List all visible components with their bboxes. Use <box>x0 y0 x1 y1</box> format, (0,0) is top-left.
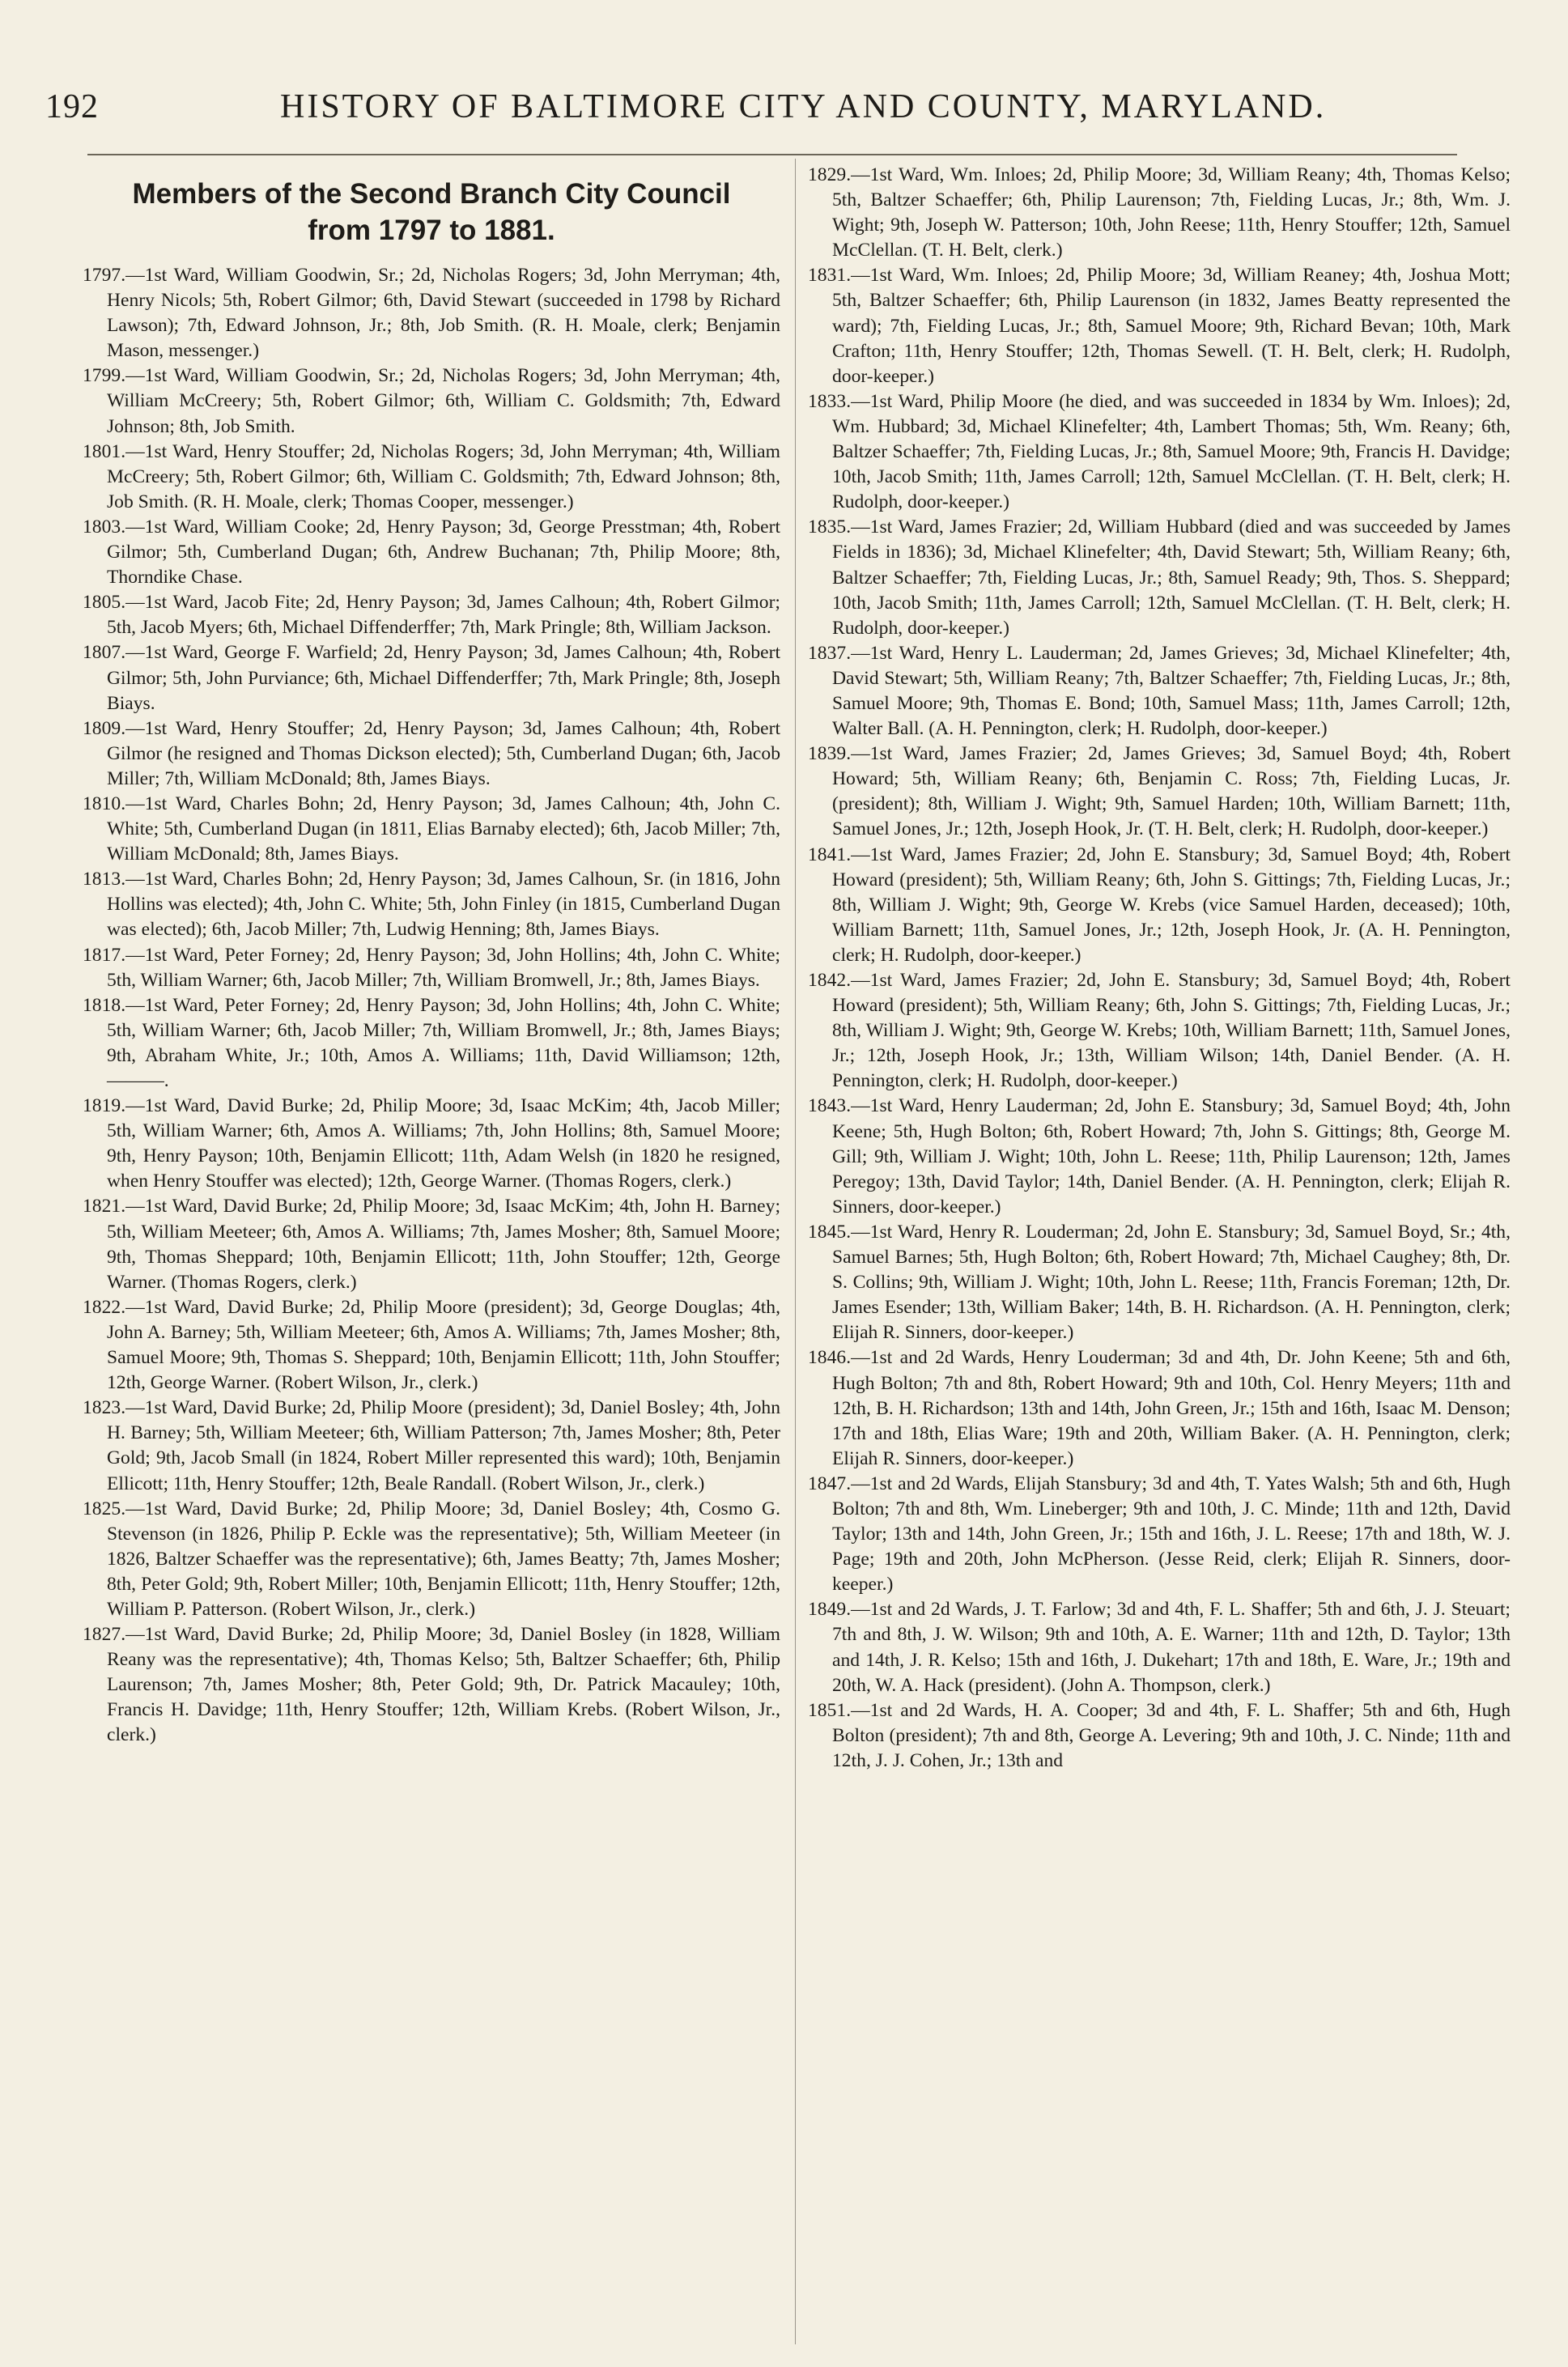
council-entry: 1809.—1st Ward, Henry Stouffer; 2d, Henry Payson; 3d, James Calhoun; 4th, Robert Gilmor (he resigned and Thomas Dickson elected); 5th, Cumberland Dugan; 6th, Jacob Miller; 7th, William McDonald; 8th, James Biays. <box>83 717 780 789</box>
council-entry: 1813.—1st Ward, Charles Bohn; 2d, Henry Payson; 3d, James Calhoun, Sr. (in 1816, John Hollins was elected); 4th, John C. White; 5th, John Finley (in 1815, Cumberland Dugan was elected); 6th, Jacob Miller; 7th, Ludwig Henning; 8th, James Biays. <box>83 869 780 941</box>
council-entry: 1851.—1st and 2d Wards, H. A. Cooper; 3d and 4th, F. L. Shaffer; 5th and 6th, Hugh Bolton (president); 7th and 8th, George A. Levering; 9th and 10th, J. C. Ninde; 11th and 12th, J. J. Cohen, Jr.; 13th and <box>808 1699 1511 1771</box>
left-column <box>83 166 780 1749</box>
page-number: 192 <box>45 88 99 125</box>
council-entry: 1831.—1st Ward, Wm. Inloes; 2d, Philip Moore; 3d, William Reaney; 4th, Joshua Mott; 5th, Baltzer Schaeffer; 6th, Philip Laurenson (in 1832, James Beatty represented the ward); 7th, Fielding Lucas, Jr.; 8th, Samuel Moore; 9th, Richard Bevan; 10th, Mark Crafton; 11th, Henry Stouffer; 12th, Thomas Sewell. (T. H. Belt, clerk; H. Rudolph, door-keeper.) <box>808 265 1511 387</box>
header-rule <box>87 154 1457 155</box>
council-entry: 1847.—1st and 2d Wards, Elijah Stansbury; 3d and 4th, T. Yates Walsh; 5th and 6th, Hugh Bolton; 7th and 8th, Wm. Lineberger; 9th and 10th, J. C. Minde; 11th and 12th, David Taylor; 13th and 14th, John Green, Jr.; 15th and 16th, J. L. Reese; 17th and 18th, W. J. Page; 19th and 20th, John McPherson. (Jesse Reid, clerk; Elijah R. Sinners, door-keeper.) <box>808 1472 1511 1596</box>
council-entry: 1821.—1st Ward, David Burke; 2d, Philip Moore; 3d, Isaac McKim; 4th, John H. Barney; 5th, William Meeteer; 6th, Amos A. Williams; 7th, James Mosher; 8th, Samuel Moore; 9th, Thomas Sheppard; 10th, Benjamin Ellicott; 11th, John Stouffer; 12th, George Warner. (Thomas Rogers, clerk.) <box>83 1196 780 1293</box>
council-entry: 1805.—1st Ward, Jacob Fite; 2d, Henry Payson; 3d, James Calhoun; 4th, Robert Gilmor; 5th, Jacob Myers; 6th, Michael Diffenderffer; 7th, Mark Pringle; 8th, William Jackson. <box>83 592 780 639</box>
council-entry: 1837.—1st Ward, Henry L. Lauderman; 2d, James Grieves; 3d, Michael Klinefelter; 4th, David Stewart; 5th, William Reany; 7th, Baltzer Schaeffer; 7th, Fielding Lucas, Jr.; 8th, Samuel Moore; 9th, Thomas E. Bond; 10th, Samuel Mass; 11th, James Carroll; 12th, Walter Ball. (A. H. Pennington, clerk; H. Rudolph, door-keeper.) <box>808 642 1511 740</box>
council-entry: 1819.—1st Ward, David Burke; 2d, Philip Moore; 3d, Isaac McKim; 4th, Jacob Miller; 5th, William Warner; 6th, Amos A. Williams; 7th, John Hollins; 8th, Samuel Moore; 9th, Henry Payson; 10th, Benjamin Ellicott; 11th, Adam Welsh (in 1820 he resigned, when Henry Stouffer was elected); 12th, George Warner. (Thomas Rogers, clerk.) <box>83 1095 780 1192</box>
council-entry: 1807.—1st Ward, George F. Warfield; 2d, Henry Payson; 3d, James Calhoun; 4th, Robert Gilmor; 5th, John Purviance; 6th, Michael Diffenderffer; 7th, Mark Pringle; 8th, Joseph Biays. <box>83 642 780 714</box>
section-title: Members of the Second Branch City Council from 1797 to 1881. <box>132 178 731 246</box>
council-entry: 1833.—1st Ward, Philip Moore (he died, and was succeeded in 1834 by Wm. Inloes); 2d, Wm. Hubbard; 3d, Michael Klinefelter; 4th, Lambert Thomas; 5th, Wm. Reany; 6th, Baltzer Schaeffer; 7th, Fielding Lucas, Jr.; 8th, Samuel Moore; 9th, Francis H. Davidge; 10th, Jacob Smith; 11th, James Carroll; 12th, Samuel McClellan. (T. H. Belt, clerk; H. Rudolph, door-keeper.) <box>808 390 1511 513</box>
council-entry: 1849.—1st and 2d Wards, J. T. Farlow; 3d and 4th, F. L. Shaffer; 5th and 6th, J. J. Steuart; 7th and 8th, J. W. Wilson; 9th and 10th, A. E. Warner; 11th and 12th, D. Taylor; 13th and 14th, J. R. Kelso; 15th and 16th, J. Dukehart; 17th and 18th, E. Ware, Jr.; 19th and 20th, W. A. Hack (president). (John A. Thompson, clerk.) <box>808 1599 1511 1696</box>
council-entry: 1818.—1st Ward, Peter Forney; 2d, Henry Payson; 3d, John Hollins; 4th, John C. White; 5th, William Warner; 6th, Jacob Miller; 7th, William Bromwell, Jr.; 8th, James Biays; 9th, Abraham White, Jr.; 10th, Amos A. Williams; 11th, David Williamson; 12th, ———. <box>83 994 780 1091</box>
council-entry: 1835.—1st Ward, James Frazier; 2d, William Hubbard (died and was succeeded by James Fields in 1836); 3d, Michael Klinefelter; 4th, David Stewart; 5th, William Reany; 6th, Baltzer Schaeffer; 7th, Fielding Lucas, Jr.; 8th, Samuel Ready; 9th, Thos. S. Sheppard; 10th, Jacob Smith; 11th, James Carroll; 12th, Samuel McClellan. (T. H. Belt, clerk; H. Rudolph, door-keeper.) <box>808 516 1511 639</box>
council-entry: 1799.—1st Ward, William Goodwin, Sr.; 2d, Nicholas Rogers; 3d, John Merryman; 4th, William McCreery; 5th, Robert Gilmor; 6th, William C. Goldsmith; 7th, Edward Johnson; 8th, Job Smith. <box>83 365 780 437</box>
council-entry: 1842.—1st Ward, James Frazier; 2d, John E. Stansbury; 3d, Samuel Boyd; 4th, Robert Howard (president); 5th, William Reany; 6th, John S. Gittings; 7th, Fielding Lucas, Jr.; 8th, William J. Wight; 9th, George W. Krebs; 10th, William Barnett; 11th, Samuel Jones, Jr.; 12th, Joseph Hook, Jr.; 13th, William Wilson; 14th, Daniel Bender. (A. H. Pennington, clerk; H. Rudolph, door-keeper.) <box>808 970 1511 1092</box>
running-title: HISTORY OF BALTIMORE CITY AND COUNTY, MARYLAND. <box>280 88 1327 125</box>
council-entry: 1823.—1st Ward, David Burke; 2d, Philip Moore (president); 3d, Daniel Bosley; 4th, John H. Barney; 5th, William Meeteer; 6th, William Patterson; 7th, James Mosher; 8th, Peter Gold; 9th, Jacob Small (in 1824, Robert Miller represented this ward); 10th, Benjamin Ellicott; 11th, Henry Stouffer; 12th, Beale Randall. (Robert Wilson, Jr., clerk.) <box>83 1397 780 1494</box>
council-entry: 1843.—1st Ward, Henry Lauderman; 2d, John E. Stansbury; 3d, Samuel Boyd; 4th, John Keene; 5th, Hugh Bolton; 6th, Robert Howard; 7th, John S. Gittings; 8th, George M. Gill; 9th, William J. Wight; 10th, John L. Reese; 11th, Philip Laurenson; 12th, James Peregoy; 13th, David Taylor; 14th, Daniel Bender. (A. H. Pennington, clerk; Elijah R. Sinners, door-keeper.) <box>808 1095 1511 1217</box>
council-entry: 1846.—1st and 2d Wards, Henry Louderman; 3d and 4th, Dr. John Keene; 5th and 6th, Hugh Bolton; 7th and 8th, Robert Howard; 9th and 10th, Col. Henry Meyers; 11th and 12th, B. H. Richardson; 13th and 14th, John Green, Jr.; 15th and 16th, Isaac M. Denson; 17th and 18th, Elias Ware; 19th and 20th, William Baker. (A. H. Pennington, clerk; Elijah R. Sinners, door-keeper.) <box>808 1347 1511 1469</box>
council-entry: 1845.—1st Ward, Henry R. Louderman; 2d, John E. Stansbury; 3d, Samuel Boyd, Sr.; 4th, Samuel Barnes; 5th, Hugh Bolton; 6th, Robert Howard; 7th, Michael Caughey; 8th, Dr. S. Collins; 9th, William J. Wight; 10th, John L. Reese; 11th, Francis Foreman; 12th, Dr. James Esender; 13th, William Baker; 14th, B. H. Richardson. (A. H. Pennington, clerk; Elijah R. Sinners, door-keeper.) <box>808 1221 1511 1344</box>
council-entry: 1829.—1st Ward, Wm. Inloes; 2d, Philip Moore; 3d, William Reany; 4th, Thomas Kelso; 5th, Baltzer Schaeffer; 6th, Philip Laurenson; 7th, Fielding Lucas, Jr.; 8th, Wm. J. Wight; 9th, Joseph W. Patterson; 10th, John Reese; 11th, Henry Stouffer; 12th, Samuel McClellan. (T. H. Belt, clerk.) <box>808 164 1511 261</box>
council-entry: 1810.—1st Ward, Charles Bohn; 2d, Henry Payson; 3d, James Calhoun; 4th, John C. White; 5th, Cumberland Dugan (in 1811, Elias Barnaby elected); 6th, Jacob Miller; 7th, William McDonald; 8th, James Biays. <box>83 793 780 865</box>
council-entry: 1825.—1st Ward, David Burke; 2d, Philip Moore; 3d, Daniel Bosley; 4th, Cosmo G. Stevenson (in 1826, Philip P. Eckle was the representative); 5th, William Meeteer (in 1826, Baltzer Schaeffer was the representative); 6th, James Beatty; 7th, James Mosher; 8th, Peter Gold; 9th, Robert Miller; 10th, Benjamin Ellicott; 11th, Henry Stouffer; 12th, William P. Patterson. (Robert Wilson, Jr., clerk.) <box>83 1498 780 1620</box>
council-entry: 1839.—1st Ward, James Frazier; 2d, James Grieves; 3d, Samuel Boyd; 4th, Robert Howard; 5th, William Reany; 6th, Benjamin C. Ross; 7th, Fielding Lucas, Jr. (president); 8th, William J. Wight; 9th, Samuel Harden; 10th, William Barnett; 11th, Samuel Jones, Jr.; 12th, Joseph Hook, Jr. (T. H. Belt, clerk; H. Rudolph, door-keeper.) <box>808 743 1511 840</box>
council-entry: 1822.—1st Ward, David Burke; 2d, Philip Moore (president); 3d, George Douglas; 4th, John A. Barney; 5th, William Meeteer; 6th, Amos A. Williams; 7th, James Mosher; 8th, Samuel Moore; 9th, Thomas S. Sheppard; 10th, Benjamin Ellicott; 11th, John Stouffer; 12th, George Warner. (Robert Wilson, Jr., clerk.) <box>83 1296 780 1394</box>
council-entry: 1841.—1st Ward, James Frazier; 2d, John E. Stansbury; 3d, Samuel Boyd; 4th, Robert Howard (president); 5th, William Reany; 6th, John S. Gittings; 7th, Fielding Lucas, Jr.; 8th, William J. Wight; 9th, George W. Krebs (vice Samuel Harden, deceased); 10th, William Barnett; 11th, Samuel Jones, Jr.; 12th, Joseph Hook, Jr. (A. H. Pennington, clerk; H. Rudolph, door-keeper.) <box>808 844 1511 966</box>
page-header <box>45 87 1455 136</box>
council-entry: 1827.—1st Ward, David Burke; 2d, Philip Moore; 3d, Daniel Bosley (in 1828, William Reany was the representative); 4th, Thomas Kelso; 5th, Baltzer Schaeffer; 6th, Philip Laurenson; 7th, James Mosher; 8th, Peter Gold; 9th, Dr. Patrick Macauley; 10th, Francis H. Davidge; 11th, Henry Stouffer; 12th, William Krebs. (Robert Wilson, Jr., clerk.) <box>83 1624 780 1746</box>
council-entry: 1797.—1st Ward, William Goodwin, Sr.; 2d, Nicholas Rogers; 3d, John Merryman; 4th, Henry Nicols; 5th, Robert Gilmor; 6th, David Stewart (succeeded in 1798 by Richard Lawson); 7th, Edward Johnson, Jr.; 8th, Job Smith. (R. H. Moale, clerk; Benjamin Mason, messenger.) <box>83 265 780 362</box>
council-entry: 1817.—1st Ward, Peter Forney; 2d, Henry Payson; 3d, John Hollins; 4th, John C. White; 5th, William Warner; 6th, Jacob Miller; 7th, William Bromwell, Jr.; 8th, James Biays. <box>83 944 780 991</box>
council-entry: 1801.—1st Ward, Henry Stouffer; 2d, Nicholas Rogers; 3d, John Merryman; 4th, William McCreery; 5th, Robert Gilmor; 6th, William C. Goldsmith; 7th, Edward Johnson; 8th, Job Smith. (R. H. Moale, clerk; Thomas Cooper, messenger.) <box>83 440 780 512</box>
council-entry: 1803.—1st Ward, William Cooke; 2d, Henry Payson; 3d, George Presstman; 4th, Robert Gilmor; 5th, Cumberland Dugan; 6th, Andrew Buchanan; 7th, Philip Moore; 8th, Thorndike Chase. <box>83 516 780 589</box>
right-column <box>808 163 1511 1774</box>
column-divider <box>795 159 796 2344</box>
